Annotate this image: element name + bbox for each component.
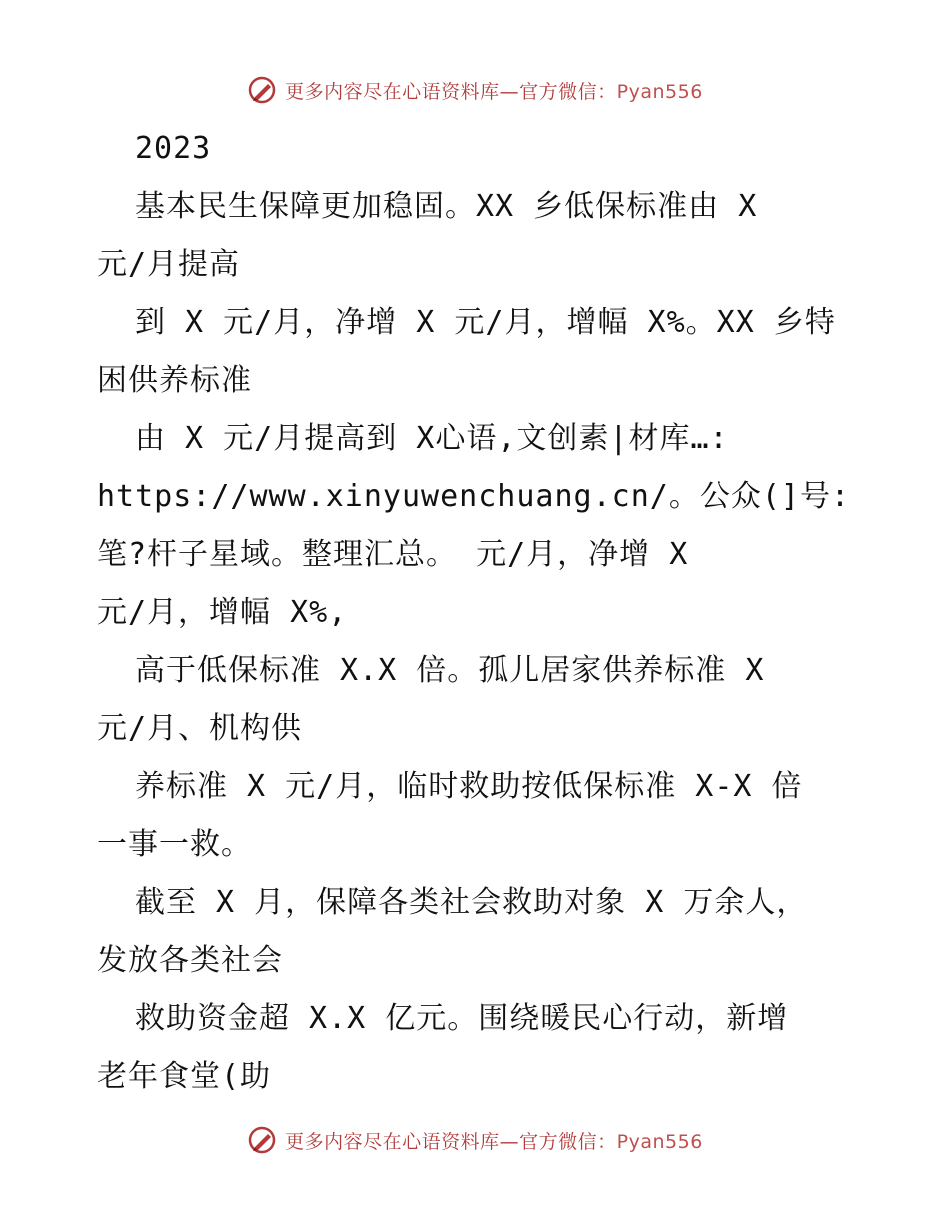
header-watermark-banner <box>0 70 950 110</box>
header-banner-text <box>285 77 703 104</box>
document-line: 元/月，增幅 X%, <box>97 595 348 630</box>
document-line: 困供养标准 <box>97 363 252 398</box>
footer-banner-label: 更多内容尽在心语资料库—官方微信： <box>285 1130 617 1153</box>
document-line: 笔?杆子星域。整理汇总。 元/月，净增 X <box>97 537 689 572</box>
document-line: 元/月、机构供 <box>97 711 303 746</box>
document-line: 一事一救。 <box>97 827 252 862</box>
header-wechat-id: Pyan556 <box>616 80 703 103</box>
document-line: 元/月提高 <box>97 247 241 282</box>
document-line: 由 X 元/月提高到 X心语,文创素|材库…: <box>135 421 729 456</box>
header-banner-label: 更多内容尽在心语资料库—官方微信： <box>285 80 617 103</box>
pen-logo-icon <box>247 75 277 105</box>
document-line: 2023 <box>135 131 212 166</box>
footer-wechat-id: Pyan556 <box>616 1130 703 1153</box>
document-line: 基本民生保障更加稳固。XX 乡低保标准由 X <box>135 189 758 224</box>
document-line: 高于低保标准 X.X 倍。孤儿居家供养标准 X <box>135 653 765 688</box>
document-line: 发放各类社会 <box>97 943 283 978</box>
footer-watermark-banner <box>0 1120 950 1160</box>
document-line: 养标准 X 元/月，临时救助按低保标准 X-X 倍 <box>135 769 803 804</box>
pen-logo-icon <box>247 1125 277 1155</box>
document-line: 到 X 元/月，净增 X 元/月，增幅 X%。XX 乡特 <box>135 305 836 340</box>
document-line: 老年食堂(助 <box>97 1059 272 1094</box>
document-line: 救助资金超 X.X 亿元。围绕暖民心行动，新增 <box>135 1001 789 1036</box>
footer-banner-text <box>285 1127 703 1154</box>
document-line: 截至 X 月，保障各类社会救助对象 X 万余人， <box>135 885 808 920</box>
document-line: https://www.xinyuwenchuang.cn/。公众(]号: <box>97 479 851 514</box>
